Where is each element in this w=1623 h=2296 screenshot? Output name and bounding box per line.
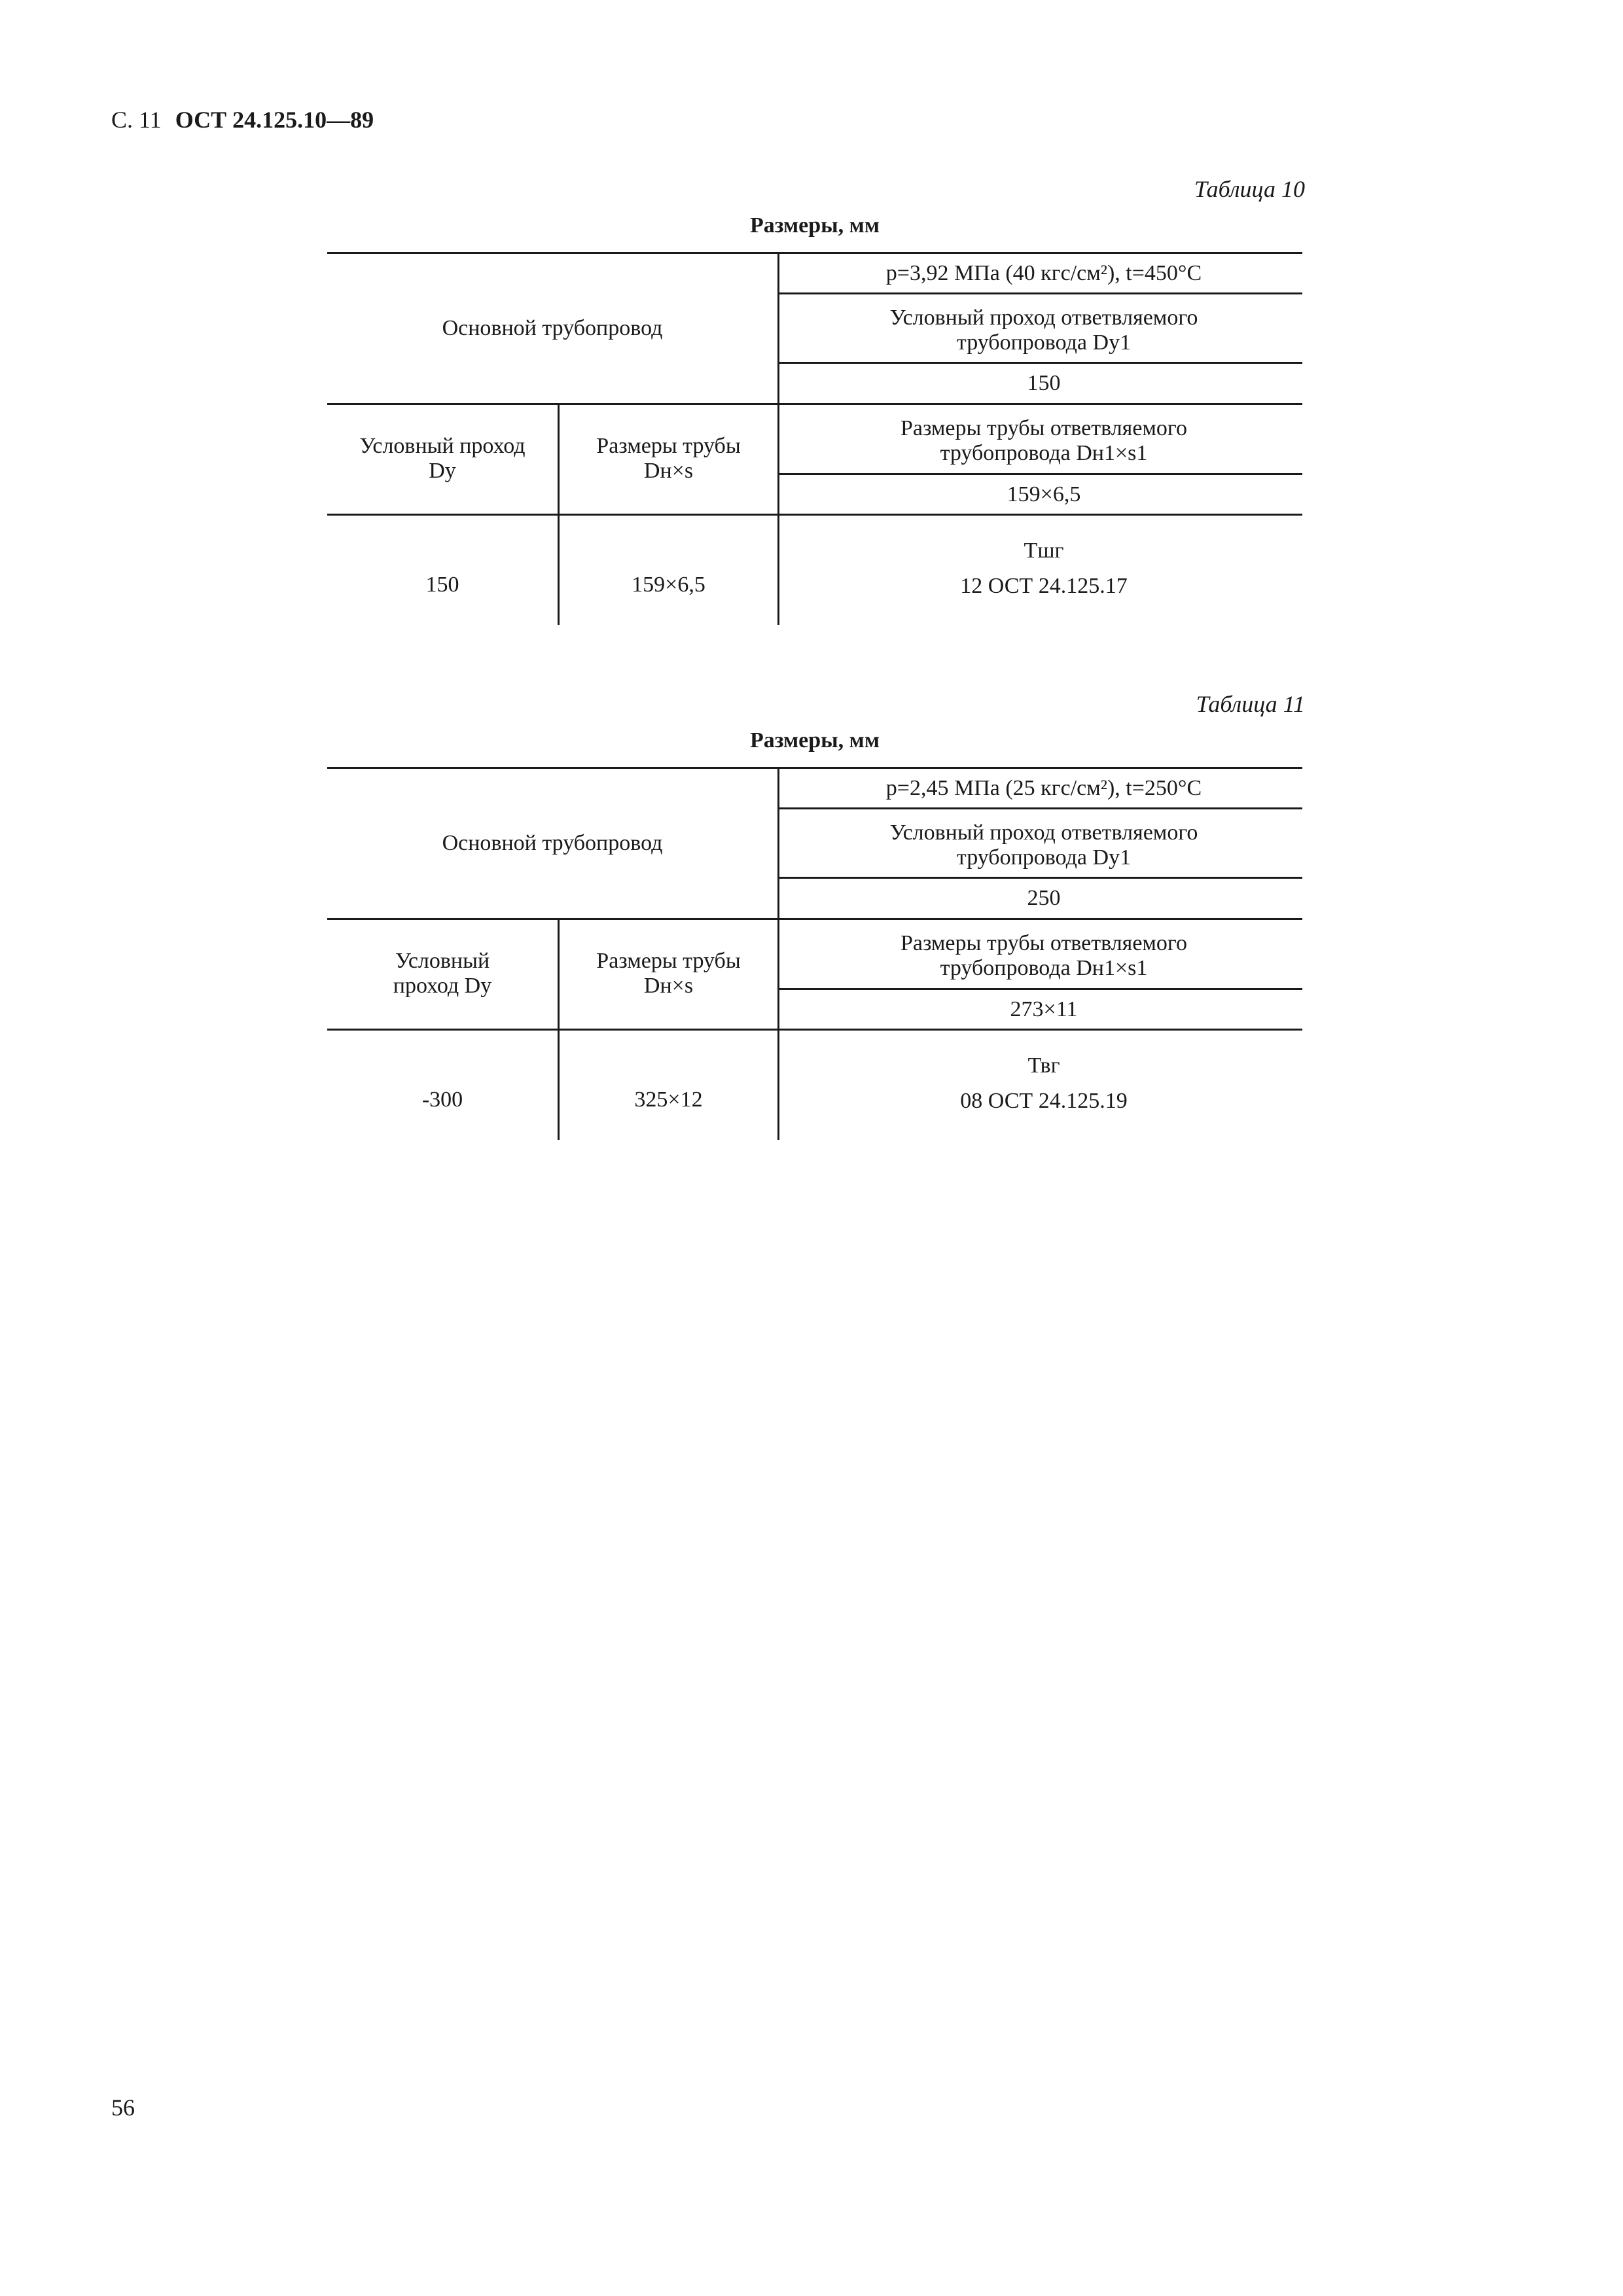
col-size-header: Размеры трубы Dн×s <box>596 434 741 483</box>
condition: p=3,92 МПа (40 кгс/см²), t=450°C <box>885 260 1202 285</box>
rule <box>327 918 1302 920</box>
rule <box>327 514 1302 516</box>
row-dn: 150 <box>425 573 459 597</box>
row-size: 159×6,5 <box>632 573 705 597</box>
rule <box>327 403 1302 405</box>
branch-dn-value: 150 <box>1027 371 1061 395</box>
col-dn-header: Условный проход Dу <box>393 949 492 998</box>
condition: p=2,45 МПа (25 кгс/см²), t=250°C <box>885 775 1202 800</box>
rule <box>777 767 779 1140</box>
rule <box>779 292 1302 294</box>
standard-number: ОСТ 24.125.10—89 <box>175 107 374 133</box>
main-pipeline-header: Основной трубопровод <box>442 831 663 855</box>
rule <box>779 807 1302 809</box>
branch-size-header: Размеры трубы ответвляемого трубопровода Dн1×s1 <box>900 931 1188 980</box>
rule <box>777 252 779 625</box>
row-size: 325×12 <box>634 1087 703 1112</box>
branch-size-value: 159×6,5 <box>1007 482 1081 506</box>
table-11 <box>327 767 1302 1140</box>
branch-dn-header: Условный проход ответвляемого трубопровода Dу1 <box>889 821 1198 870</box>
page-header <box>111 106 374 133</box>
table-10-caption: Таблица 10 <box>1194 176 1305 202</box>
rule <box>327 1029 1302 1031</box>
table-10 <box>327 252 1302 625</box>
table-11-caption: Таблица 11 <box>1196 691 1305 717</box>
branch-size-header: Размеры трубы ответвляемого трубопровода Dн1×s1 <box>900 416 1188 465</box>
col-size-header: Размеры трубы Dн×s <box>596 949 741 998</box>
main-pipeline-header: Основной трубопровод <box>442 316 663 340</box>
row-designation: Твг 08 ОСТ 24.125.19 <box>960 1053 1128 1113</box>
page-label: С. 11 <box>111 107 162 133</box>
branch-dn-header: Условный проход ответвляемого трубопровода Dу1 <box>889 306 1198 355</box>
table-11-units: Размеры, мм <box>750 728 880 752</box>
page-number: 56 <box>111 2094 135 2121</box>
row-designation: Тшг 12 ОСТ 24.125.17 <box>960 539 1128 598</box>
table-10-units: Размеры, мм <box>750 213 880 238</box>
col-dn-header: Условный проход Dу <box>359 434 526 483</box>
branch-dn-value: 250 <box>1027 886 1061 910</box>
branch-size-value: 273×11 <box>1010 997 1078 1021</box>
row-dn: -300 <box>421 1087 463 1112</box>
